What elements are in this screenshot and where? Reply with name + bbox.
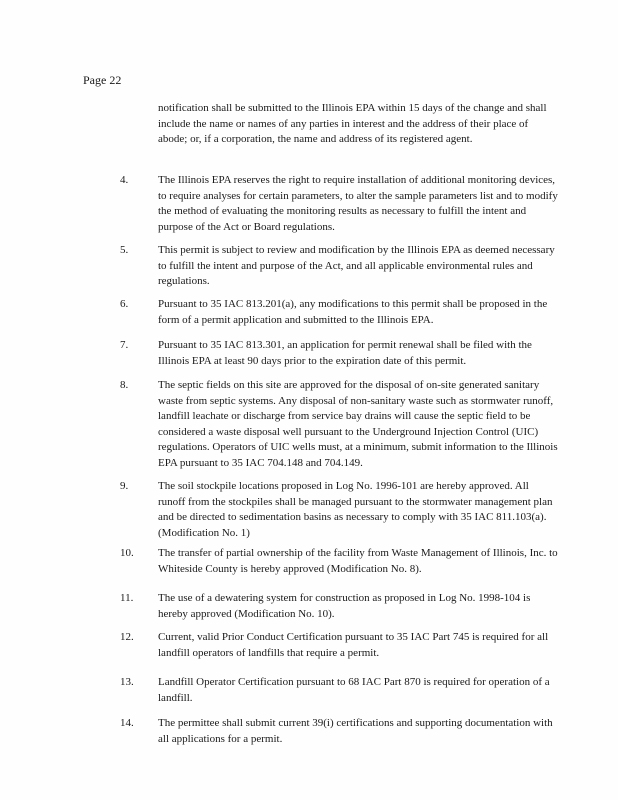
item-number: 7.	[120, 339, 129, 351]
item-text: Pursuant to 35 IAC 813.301, an application for permit renewal shall be filed with the Illinois EPA at least 90 days prior to the expiration date of this permit.	[158, 339, 532, 367]
item-number: 14.	[120, 717, 134, 729]
item-text: The transfer of partial ownership of the facility from Waste Management of Illinois, Inc. to Whiteside County is hereby approved (Modification No. 8).	[158, 547, 558, 575]
continued-paragraph: notification shall be submitted to the Illinois EPA within 15 days of the change and shall include the name or names of any parties in interest and the address of their place of abode; or, if a corporation, the name and address of its registered agent.	[158, 102, 547, 145]
item-number: 5.	[120, 244, 129, 256]
item-text: Pursuant to 35 IAC 813.201(a), any modifications to this permit shall be proposed in the form of a permit application and submitted to the Illinois EPA.	[158, 298, 548, 326]
item-number: 10.	[120, 547, 134, 559]
page-number: Page 22	[83, 73, 122, 87]
item-number: 9.	[120, 480, 129, 492]
item-text: Landfill Operator Certification pursuant to 68 IAC Part 870 is required for operation of a landfill.	[158, 676, 550, 704]
item-text: Current, valid Prior Conduct Certification pursuant to 35 IAC Part 745 is required for all landfill operators of landfills that require a permit.	[158, 631, 549, 659]
item-number: 12.	[120, 631, 134, 643]
item-number: 4.	[120, 174, 129, 186]
item-text: The septic fields on this site are approved for the disposal of on-site generated sanitary waste from septic systems. Any disposal of non-sanitary waste such as stormwater runoff, landfill leachate or discharge from service bay drains will cause the septic field to be considered a waste disposal well pursuant to the Underground Injection Control (UIC) regulations. Operators of UIC wells must, at a minimum, submit information to the Illinois EPA pursuant to 35 IAC 704.148 and 704.149.	[158, 379, 558, 469]
item-number: 11.	[120, 592, 134, 604]
item-number: 13.	[120, 676, 134, 688]
item-text: The use of a dewatering system for construction as proposed in Log No. 1998-104 is hereby approved (Modification No. 10).	[158, 592, 531, 620]
item-number: 8.	[120, 379, 129, 391]
item-text: The Illinois EPA reserves the right to require installation of additional monitoring devices, to require analyses for certain parameters, to alter the sample parameters list and to modify the method of evaluating the monitoring results as necessary to fulfill the intent and purpose of the Act or Board regulations.	[158, 174, 558, 233]
item-number: 6.	[120, 298, 129, 310]
item-text: The soil stockpile locations proposed in Log No. 1996-101 are hereby approved. All runoff from the stockpiles shall be managed pursuant to the stormwater management plan and be directed to sedimentation basins as necessary to comply with 35 IAC 811.103(a). (Modification No. 1)	[158, 480, 553, 539]
item-text: The permittee shall submit current 39(i) certifications and supporting documentation with all applications for a permit.	[158, 717, 553, 745]
item-text: This permit is subject to review and modification by the Illinois EPA as deemed necessary to fulfill the intent and purpose of the Act, and all applicable environmental rules and regulations.	[158, 244, 555, 287]
